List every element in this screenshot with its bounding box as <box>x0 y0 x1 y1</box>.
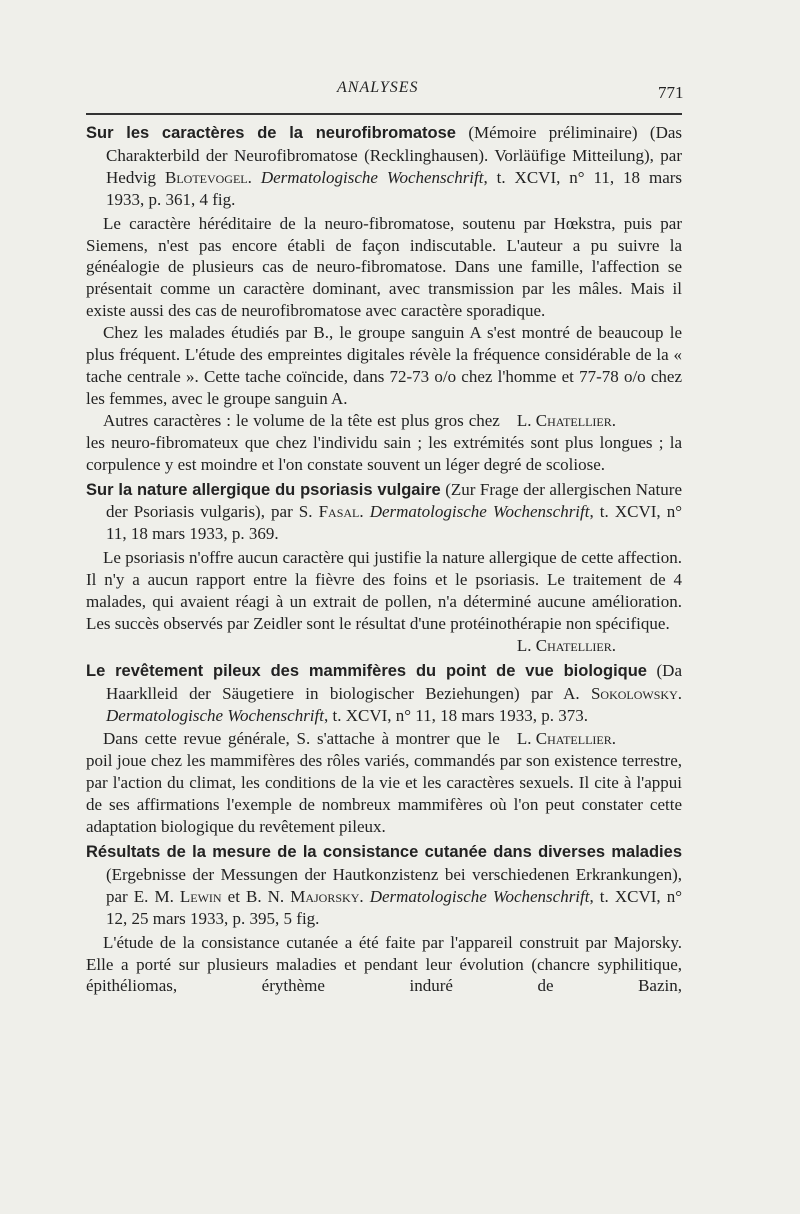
article-meta: . <box>247 167 261 187</box>
article-heading <box>86 122 682 211</box>
article-title: Sur les caractères de la neurofibromatose <box>86 124 456 142</box>
article-paragraph: Le psoriasis n'offre aucun caractère qui justifie la nature allergique de cette affection. Il n'y a aucun rapport entre la fièvre des foins et le psoriasis. Le traitement de 4 malades, qui avaient réagi à un extrait de pollen, n'a déterminé aucune amélioration. Les succès observés par Zeidler sont le résultat d'une protéinothérapie non spécifique. <box>86 548 682 633</box>
article-meta: (Da Haarklleid der Säugetiere in biologischer Beziehungen) par A. <box>106 660 682 703</box>
article-author: Blotevogel <box>164 167 248 187</box>
article-meta: . <box>359 502 370 522</box>
article-meta: , t. XCVI, n° 12, 25 mars 1933, p. 395, 5 fig. <box>106 886 682 928</box>
article-meta: (Mémoire préliminaire) (Das Charakterbild der Neurofibromatose (Recklinghausen). Vorläüfige Mitteilung), par Hedvig <box>106 123 683 187</box>
article-title: Résultats de la mesure de la consistance cutanée dans diverses maladies <box>86 843 682 861</box>
article-paragraph-text: Dans cette revue générale, S. s'attache à montrer que le poil joue chez les mammifères des rôles variés, commandés par son existence terrestre, par l'action du climat, les conditions de la vie et les caractères sexuels. Il cite à l'appui de ses affirmations l'exemple de nombreux mammifères où l'on peut constater cette adaptation biologique du revêtement pileux. <box>86 729 682 837</box>
page-number: 771 <box>658 83 684 102</box>
article-title: Sur la nature allergique du psoriasis vulgaire <box>86 480 441 499</box>
article-paragraph: Chez les malades étudiés par B., le groupe sanguin A s'est montré de beaucoup le plus fréquent. L'étude des empreintes digitales révèle la fréquence considérable de la « tache centrale ». Cette tache coïncide, dans 72-73 o/o chez l'homme et 77-78 o/o chez les femmes, avec le groupe sanguin A. <box>86 323 682 408</box>
article-heading <box>86 479 682 546</box>
article-journal: Dermatologische Wochenschrift <box>106 705 324 725</box>
article-title: Le revêtement pileux des mammifères du point de vue biologique <box>86 661 647 680</box>
article-meta: . <box>677 683 682 703</box>
article-meta: (Ergebnisse der Messungen der Hautkonzistenz bei verschiedenen Erkrankungen), par E. M. <box>106 864 682 906</box>
article-consistance-cutanee <box>86 841 682 997</box>
article-heading <box>86 660 682 727</box>
article-psoriasis <box>86 479 682 657</box>
article-author: Majorsky <box>290 886 360 906</box>
article-signature: L. Chatellier. <box>516 729 616 749</box>
article-signature: L. Chatellier. <box>516 410 616 430</box>
article-heading <box>86 841 682 930</box>
article-author: Fasal <box>318 502 360 522</box>
body-text <box>86 122 682 997</box>
running-title: ANALYSES <box>337 79 419 96</box>
article-meta: , t. XCVI, n° 11, 18 mars 1933, p. 369. <box>106 502 682 544</box>
article-paragraph: Le caractère héréditaire de la neuro-fibromatose, soutenu par Hœkstra, puis par Siemens, n'est pas encore établi de façon indiscutable. L'auteur a pu suivre la généalogie de plusieurs cas de neuro-fibromatose. Dans une famille, l'affection se présentait comme un caractère dominant, avec transmission par les mâles. Mais il existe aussi des cas de neurofibromatose avec caractère sporadique. <box>86 213 682 321</box>
article-meta: et B. N. <box>221 886 291 906</box>
running-head <box>0 75 800 105</box>
article-author: Sokolowsky <box>590 683 678 703</box>
article-revetement-pileux <box>86 660 682 838</box>
article-meta: , t. XCVI, n° 11, 18 mars 1933, p. 373. <box>323 705 588 725</box>
article-paragraph-text: Autres caractères : le volume de la tête est plus gros chez les neuro-fibromateux que chez l'individu sain ; les extrémités sont plus longues ; la corpulence y est moindre et l'on constate souvent un léger degré de scoliose. <box>86 410 682 474</box>
article-meta: (Zur Frage der allergischen Nature der Psoriasis vulgaris), par S. <box>106 479 682 522</box>
article-neurofibromatose <box>86 122 682 476</box>
article-meta: . <box>359 886 370 906</box>
article-journal: Dermatologische Wochenschrift <box>369 886 590 906</box>
article-signature: L. Chatellier. <box>516 635 616 655</box>
article-paragraph <box>86 410 682 476</box>
article-paragraph <box>86 728 682 838</box>
article-journal: Dermatologische Wochenschrift <box>369 502 590 522</box>
article-author: Lewin <box>179 886 222 906</box>
article-paragraph: L'étude de la consistance cutanée a été faite par l'appareil construit par Majorsky. Elle a porté sur plusieurs maladies et pendant leur évolution (chancre syphilitique, épithéliomas, érythème induré de Bazin, <box>86 932 682 996</box>
header-rule <box>86 113 682 115</box>
article-meta: , t. XCVI, n° 11, 18 mars 1933, p. 361, 4 fig. <box>106 167 683 209</box>
article-journal: Dermatologische Wochenschrift <box>260 167 484 187</box>
